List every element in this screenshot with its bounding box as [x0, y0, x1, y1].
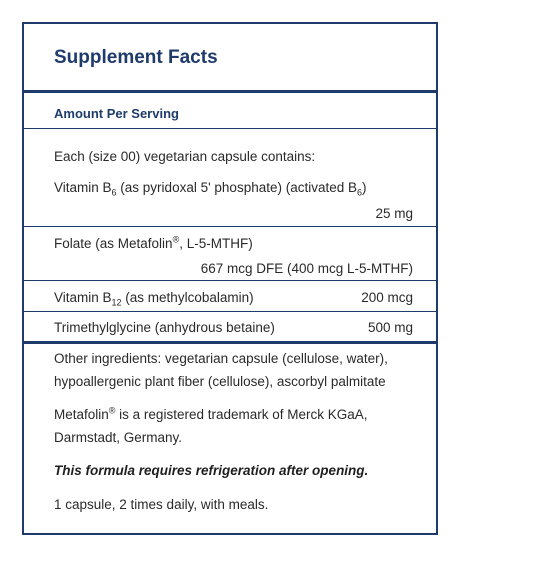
other-ingredients-line-1: Other ingredients: vegetarian capsule (cellulose, water), [54, 351, 388, 366]
trimethylglycine-label: Trimethylglycine (anhydrous betaine) [54, 320, 275, 335]
directions: 1 capsule, 2 times daily, with meals. [54, 497, 269, 512]
supplement-facts-panel [22, 22, 438, 535]
row-divider [24, 226, 436, 227]
trademark-line-2: Darmstadt, Germany. [54, 430, 183, 445]
section-divider [24, 341, 436, 344]
vitamin-b6-amount: 25 mg [375, 206, 413, 221]
folate-label: Folate (as Metafolin®, L-5-MTHF) [54, 234, 253, 251]
vitamin-b6-label: Vitamin $B_6$ (as pyridoxal 5' phosphate) (activated $B_6$) [54, 180, 367, 198]
amount-per-serving-heading: Amount Per Serving [54, 106, 179, 121]
serving-intro: Each (size 00) vegetarian capsule contains: [54, 149, 316, 164]
vitamin-b12-amount: 200 mcg [361, 290, 413, 305]
refrigeration-notice: This formula requires refrigeration after opening. [54, 463, 369, 478]
vitamin-b12-label: Vitamin $B_{12}$ (as methylcobalamin) [54, 290, 254, 308]
heading-divider [24, 128, 436, 129]
other-ingredients-line-2: hypoallergenic plant fiber (cellulose), ascorbyl palmitate [54, 374, 386, 389]
trademark-line-1: Metafolin® is a registered trademark of Merck KGaA, [54, 405, 368, 422]
title-divider [24, 90, 436, 93]
trimethylglycine-amount: 500 mg [367, 320, 413, 335]
panel-title: Supplement Facts [54, 47, 218, 68]
folate-amount: 667 mcg DFE (400 mcg L-5-MTHF) [200, 261, 413, 276]
row-divider [24, 311, 436, 312]
row-divider [24, 280, 436, 281]
